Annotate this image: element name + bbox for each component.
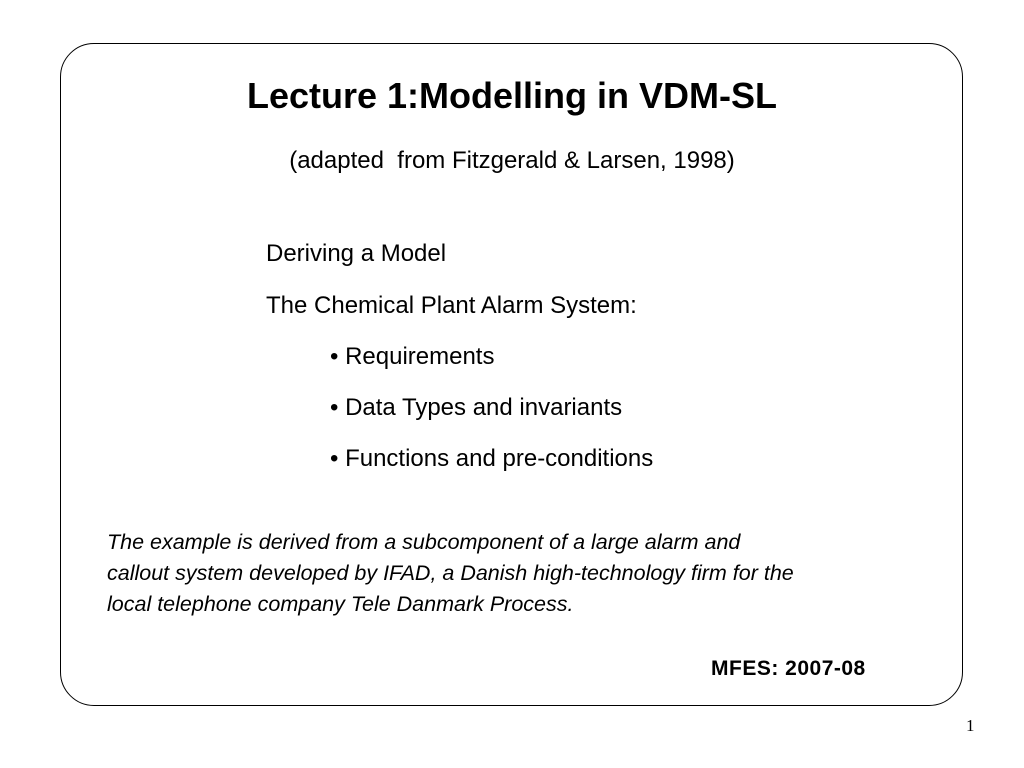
course-footer: MFES: 2007-08 bbox=[711, 657, 866, 680]
slide-subtitle: (adapted from Fitzgerald & Larsen, 1998) bbox=[289, 147, 735, 174]
example-note bbox=[107, 527, 937, 620]
slide-title: Lecture 1:Modelling in VDM-SL bbox=[246, 75, 777, 116]
note-line: callout system developed by IFAD, a Danish high-technology firm for the bbox=[107, 561, 794, 585]
note-line: The example is derived from a subcomponent of a large alarm and bbox=[107, 530, 741, 554]
bullet-data-types: • Data Types and invariants bbox=[330, 394, 623, 421]
bullet-requirements: • Requirements bbox=[330, 343, 495, 370]
bullet-functions: • Functions and pre-conditions bbox=[330, 445, 654, 472]
page-number: 1 bbox=[966, 716, 975, 735]
outline-heading-alarm-system: The Chemical Plant Alarm System: bbox=[266, 292, 637, 319]
outline-heading-deriving-model: Deriving a Model bbox=[266, 240, 447, 267]
note-line: local telephone company Tele Danmark Process. bbox=[107, 592, 574, 616]
